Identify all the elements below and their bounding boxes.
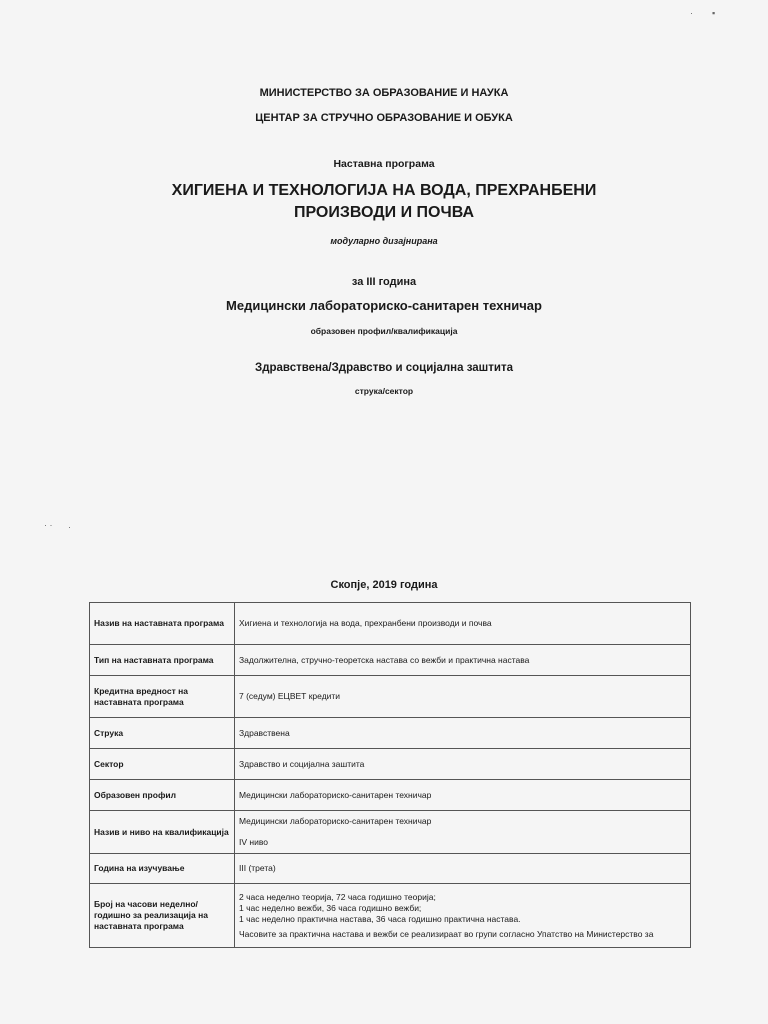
center-heading: ЦЕНТАР ЗА СТРУЧНО ОБРАЗОВАНИЕ И ОБУКА	[255, 112, 513, 124]
hours-note: Часовите за практична настава и вежби се реализираат во групи согласно Упатство на Министерство за	[239, 928, 654, 939]
table-row	[90, 780, 691, 811]
table-row	[90, 676, 691, 718]
program-title	[0, 180, 768, 224]
field-sector-caption: струка/сектор	[354, 386, 414, 396]
row-value	[235, 884, 691, 948]
row-value: Хигиена и технологија на вода, прехранбени производи и почва	[235, 603, 691, 645]
program-title-line-1: ХИГИЕНА И ТЕХНОЛОГИЈА НА ВОДА, ПРЕХРАНБЕНИ	[171, 182, 597, 199]
ministry-heading: МИНИСТЕРСТВО ЗА ОБРАЗОВАНИЕ И НАУКА	[259, 87, 509, 99]
row-value: III (трета)	[235, 854, 691, 884]
row-value: Здравствена	[235, 718, 691, 749]
row-key: Тип на наставната програма	[90, 645, 235, 676]
row-key: Струка	[90, 718, 235, 749]
row-key: Образовен профил	[90, 780, 235, 811]
qualification-name: Медицински лабораториско-санитарен техничар	[239, 816, 432, 826]
scan-speck: · ·	[44, 520, 53, 530]
table-row	[90, 749, 691, 780]
row-key: Сектор	[90, 749, 235, 780]
scan-speck: ·	[690, 8, 693, 18]
table-row	[90, 718, 691, 749]
hours-theory: 2 часа неделно теорија, 72 часа годишно теорија;	[239, 891, 436, 902]
row-key: Број на часови неделно/годишно за реализација на наставната програма	[90, 884, 235, 948]
program-title-line-2: ПРОИЗВОДИ И ПОЧВА	[293, 204, 475, 221]
row-key: Година на изучување	[90, 854, 235, 884]
program-info-table	[89, 602, 691, 948]
scan-speck: ·	[68, 522, 71, 532]
row-key: Кредитна вредност на наставната програма	[90, 676, 235, 718]
table-row	[90, 645, 691, 676]
study-year: за III година	[351, 276, 417, 288]
program-label: Наставна програма	[333, 158, 435, 170]
education-profile: Медицински лабораториско-санитарен техничар	[226, 298, 542, 313]
hours-exercises: 1 час неделно вежби, 36 часа годишно вежби;	[239, 902, 422, 913]
row-key: Назив и ниво на квалификација	[90, 811, 235, 854]
row-value: 7 (седум) ЕЦВЕТ кредити	[235, 676, 691, 718]
table-row	[90, 603, 691, 645]
table-row	[90, 854, 691, 884]
row-key: Назив на наставната програма	[90, 603, 235, 645]
row-value: Здравство и социјална заштита	[235, 749, 691, 780]
scan-speck: ▪	[712, 8, 716, 18]
row-value: Задолжителна, стручно-теоретска настава со вежби и практична настава	[235, 645, 691, 676]
program-title-subtitle: модуларно дизајнирана	[330, 236, 438, 246]
hours-practice: 1 час неделно практична настава, 36 часа годишно практична настава.	[239, 913, 521, 924]
table-row	[90, 811, 691, 854]
row-value: Медицински лабораториско-санитарен техничар	[235, 780, 691, 811]
education-profile-caption: образовен профил/квалификација	[310, 326, 458, 336]
place-date: Скопје, 2019 година	[330, 579, 438, 591]
qualification-level: IV ниво	[239, 837, 268, 847]
field-sector: Здравствена/Здравство и социјална заштита	[255, 362, 513, 374]
table-row	[90, 884, 691, 948]
row-value	[235, 811, 691, 854]
